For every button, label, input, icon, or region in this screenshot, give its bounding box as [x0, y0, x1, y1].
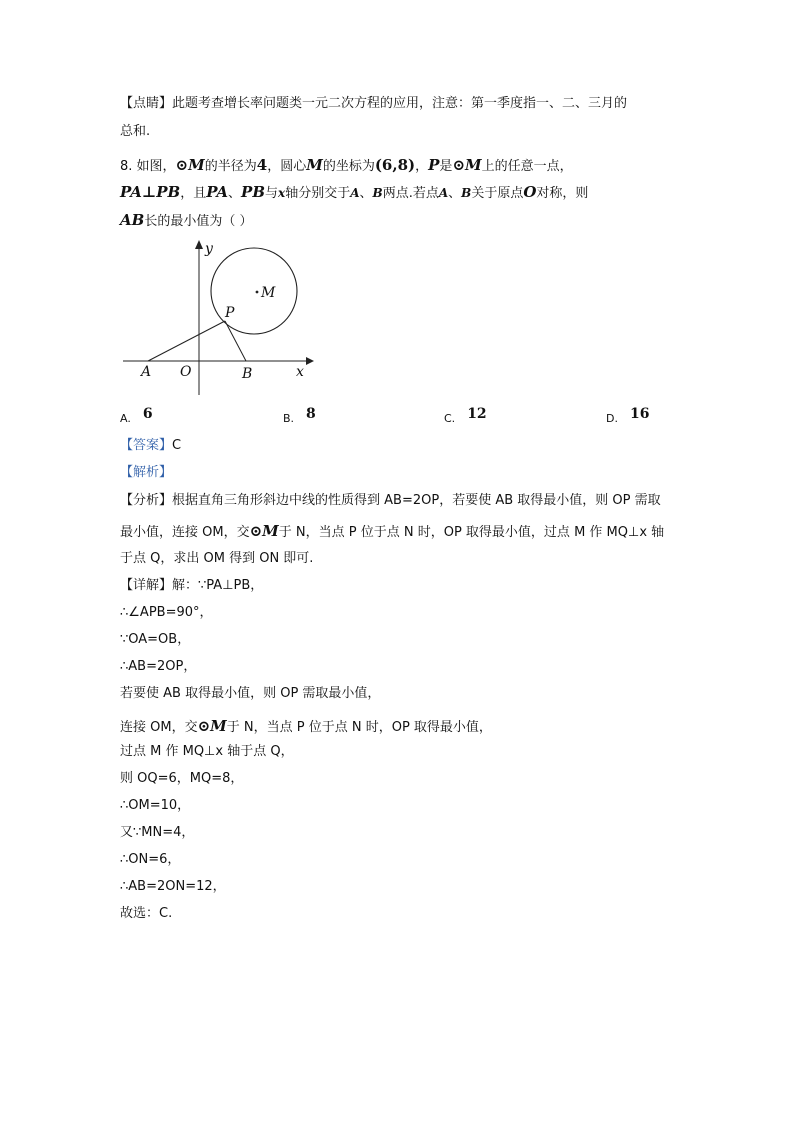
question-line-3: AB长的最小值为（ ）	[120, 211, 253, 229]
segment-pb	[225, 321, 246, 361]
label-a: A	[141, 364, 152, 380]
note-line-1	[120, 95, 627, 113]
x-axis-arrow	[306, 357, 314, 365]
note-tag: 【点睛】	[120, 96, 173, 111]
detail-step: ∴ON=6，	[120, 852, 181, 867]
option-d: D. 16	[606, 406, 650, 425]
detail-step: 则 OQ=6，MQ=8，	[120, 771, 244, 786]
detail-step: 若要使 AB 取得最小值，则 OP 需取最小值，	[120, 686, 381, 701]
question-line-2: PA⊥PB，且PA、PB与x轴分别交于A、B两点.若点A、B关于原点O对称，则	[120, 183, 589, 201]
detail-step: ∵OA=OB，	[120, 632, 191, 647]
circle-symbol: ⊙M	[175, 156, 205, 174]
detail-step: ∴AB=2OP，	[120, 659, 197, 674]
question-line-1: 8. 如图，⊙M的半径为4，圆心M的坐标为(6,8)，P是⊙M上的任意一点，	[120, 156, 573, 174]
note-text: 此题考查增长率问题类一元二次方程的应用，注意：第一季度指一、二、三月的	[172, 96, 628, 111]
analysis-header: 【解析】	[120, 465, 173, 480]
detail-connect-line: 连接 OM，交⊙M于 N，当点 P 位于点 N 时，OP 取得最小值，	[120, 717, 492, 735]
analysis-line-1: 【分析】根据直角三角形斜边中线的性质得到 AB=2OP，若要使 AB 取得最小值，则 OP 需取	[120, 493, 661, 508]
analysis-line-3: 于点 Q，求出 OM 得到 ON 即可.	[120, 551, 314, 566]
label-b: B	[242, 366, 253, 382]
label-m: M	[261, 285, 276, 301]
option-c: C. 12	[444, 406, 487, 425]
radius-value: 4	[256, 156, 268, 174]
label-y: y	[205, 241, 213, 257]
analysis-line-2: 最小值，连接 OM，交⊙M于 N，当点 P 位于点 N 时，OP 取得最小值，过点 M 作 MQ⊥x 轴	[120, 522, 665, 540]
answer-line	[120, 437, 181, 455]
detail-step: ∴OM=10，	[120, 798, 191, 813]
segment-pa	[148, 321, 225, 361]
detail-line-1: 【详解】解：∵PA⊥PB，	[120, 578, 264, 593]
label-p: P	[225, 305, 235, 321]
label-o: O	[180, 364, 192, 380]
note-line-2: 总和.	[120, 124, 151, 139]
option-a: A. 6	[120, 406, 153, 425]
detail-conclusion: 故选：C.	[120, 906, 173, 921]
center-coords: (6,8)	[374, 156, 416, 174]
geometry-figure	[118, 235, 318, 400]
option-b: B. 8	[283, 406, 316, 425]
detail-step: ∴∠APB=90°，	[120, 605, 213, 620]
y-axis-arrow	[195, 240, 203, 249]
center-dot	[256, 291, 259, 294]
perpendicular-condition: PA⊥PB	[120, 183, 181, 201]
answer-tag: 【答案】	[120, 438, 173, 453]
label-x: x	[296, 364, 304, 380]
detail-step: 过点 M 作 MQ⊥x 轴于点 Q，	[120, 744, 294, 759]
detail-step: 又∵MN=4，	[120, 825, 195, 840]
answer-value: C	[172, 438, 182, 453]
detail-step: ∴AB=2ON=12，	[120, 879, 226, 894]
